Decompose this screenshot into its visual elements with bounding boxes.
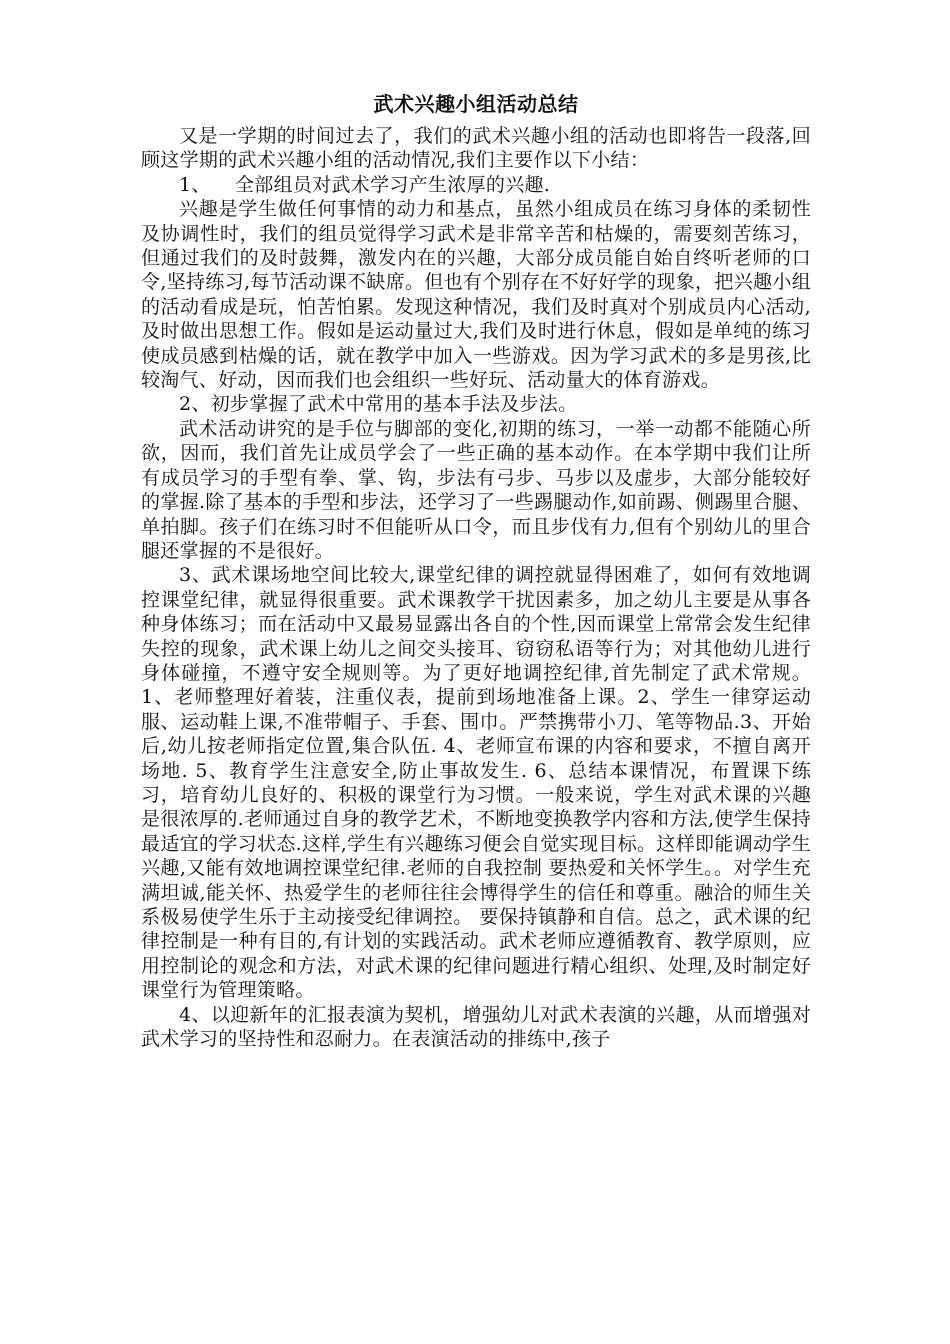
document-page	[141, 88, 811, 1051]
intro-paragraph: 又是一学期的时间过去了，我们的武术兴趣小组的活动也即将告一段落,回顾这学期的武术兴趣小组的活动情况,我们主要作以下小结：	[141, 125, 811, 172]
section-4-body: 4、以迎新年的汇报表演为契机，增强幼儿对武术表演的兴趣，从而增强对武术学习的坚持性和忍耐力。在表演活动的排练中,孩子	[141, 1003, 811, 1051]
section-1-number: 1、	[179, 173, 211, 196]
section-2-heading: 2、初步掌握了武术中常用的基本手法及步法。	[179, 393, 578, 416]
section-1-heading-text: 全部组员对武术学习产生浓厚的兴趣.	[235, 173, 551, 196]
section-2-body: 武术活动讲究的是手位与脚部的变化,初期的练习，一举一动都不能随心所欲，因而，我们首先让成员学会了一些正确的基本动作。在本学期中我们让所有成员学习的手型有拳、掌、钩，步法有弓步、马步以及虚步，大部分能较好的掌握.除了基本的手型和步法，还学习了一些踢腿动作,如前踢、侧踢里合腿、单拍脚。孩子们在练习时不但能听从口令，而且步伐有力,但有个别幼儿的里合腿还掌握的不是很好。	[141, 417, 811, 562]
section-1-heading	[141, 173, 811, 197]
section-3-body: 3、武术课场地空间比较大,课堂纪律的调控就显得困难了，如何有效地调控课堂纪律，就显得很重要。武术课教学干扰因素多，加之幼儿主要是从事各种身体练习；而在活动中又最易显露出各自的个性,因而课堂上常常会发生纪律失控的现象，武术课上幼儿之间交头接耳、窃窃私语等行为；对其他幼儿进行身体碰撞，不遵守安全规则等。为了更好地调控纪律,首先制定了武术常规。1、老师整理好着装，注重仪表，提前到场地准备上课。2、学生一律穿运动服、运动鞋上课,不准带帽子、手套、围巾。严禁携带小刀、笔等物品.3、开始后,幼儿按老师指定位置,集合队伍. 4、老师宣布课的内容和要求，不擅自离开场地. 5、教育学生注意安全,防止事故发生. 6、总结本课情况，布置课下练习，培育幼儿良好的、积极的课堂行为习惯。一般来说，学生对武术课的兴趣是很浓厚的.老师通过自身的教学艺术，不断地变换教学内容和方法,使学生保持最适宜的学习状态.这样,学生有兴趣练习便会自觉实现目标。这样即能调动学生兴趣,又能有效地调控课堂纪律.老师的自我控制 要热爱和关怀学生。。对学生充满坦诚,能关怀、热爱学生的老师往往会博得学生的信任和尊重。融洽的师生关系极易使学生乐于主动接受纪律调控。 要保持镇静和自信。总之，武术课的纪律控制是一种有目的,有计划的实践活动。武术老师应遵循教育、教学原则，应用控制论的观念和方法，对武术课的纪律问题进行精心组织、处理,及时制定好课堂行为管理策略。	[141, 564, 811, 1002]
section-1-body: 兴趣是学生做任何事情的动力和基点，虽然小组成员在练习身体的柔韧性及协调性时，我们的组员觉得学习武术是非常辛苦和枯燥的，需要刻苦练习，但通过我们的及时鼓舞，激发内在的兴趣，大部分成员能自始自终听老师的口令,坚持练习,每节活动课不缺席。但也有个别存在不好好学的现象，把兴趣小组的活动看成是玩，怕苦怕累。发现这种情况，我们及时真对个别成员内心活动,及时做出思想工作。假如是运动量过大,我们及时进行休息，假如是单纯的练习使成员感到枯燥的话，就在教学中加入一些游戏。因为学习武术的多是男孩,比较淘气、好动，因而我们也会组织一些好玩、活动量大的体育游戏。	[141, 198, 811, 392]
document-title: 武术兴趣小组活动总结	[373, 92, 579, 116]
